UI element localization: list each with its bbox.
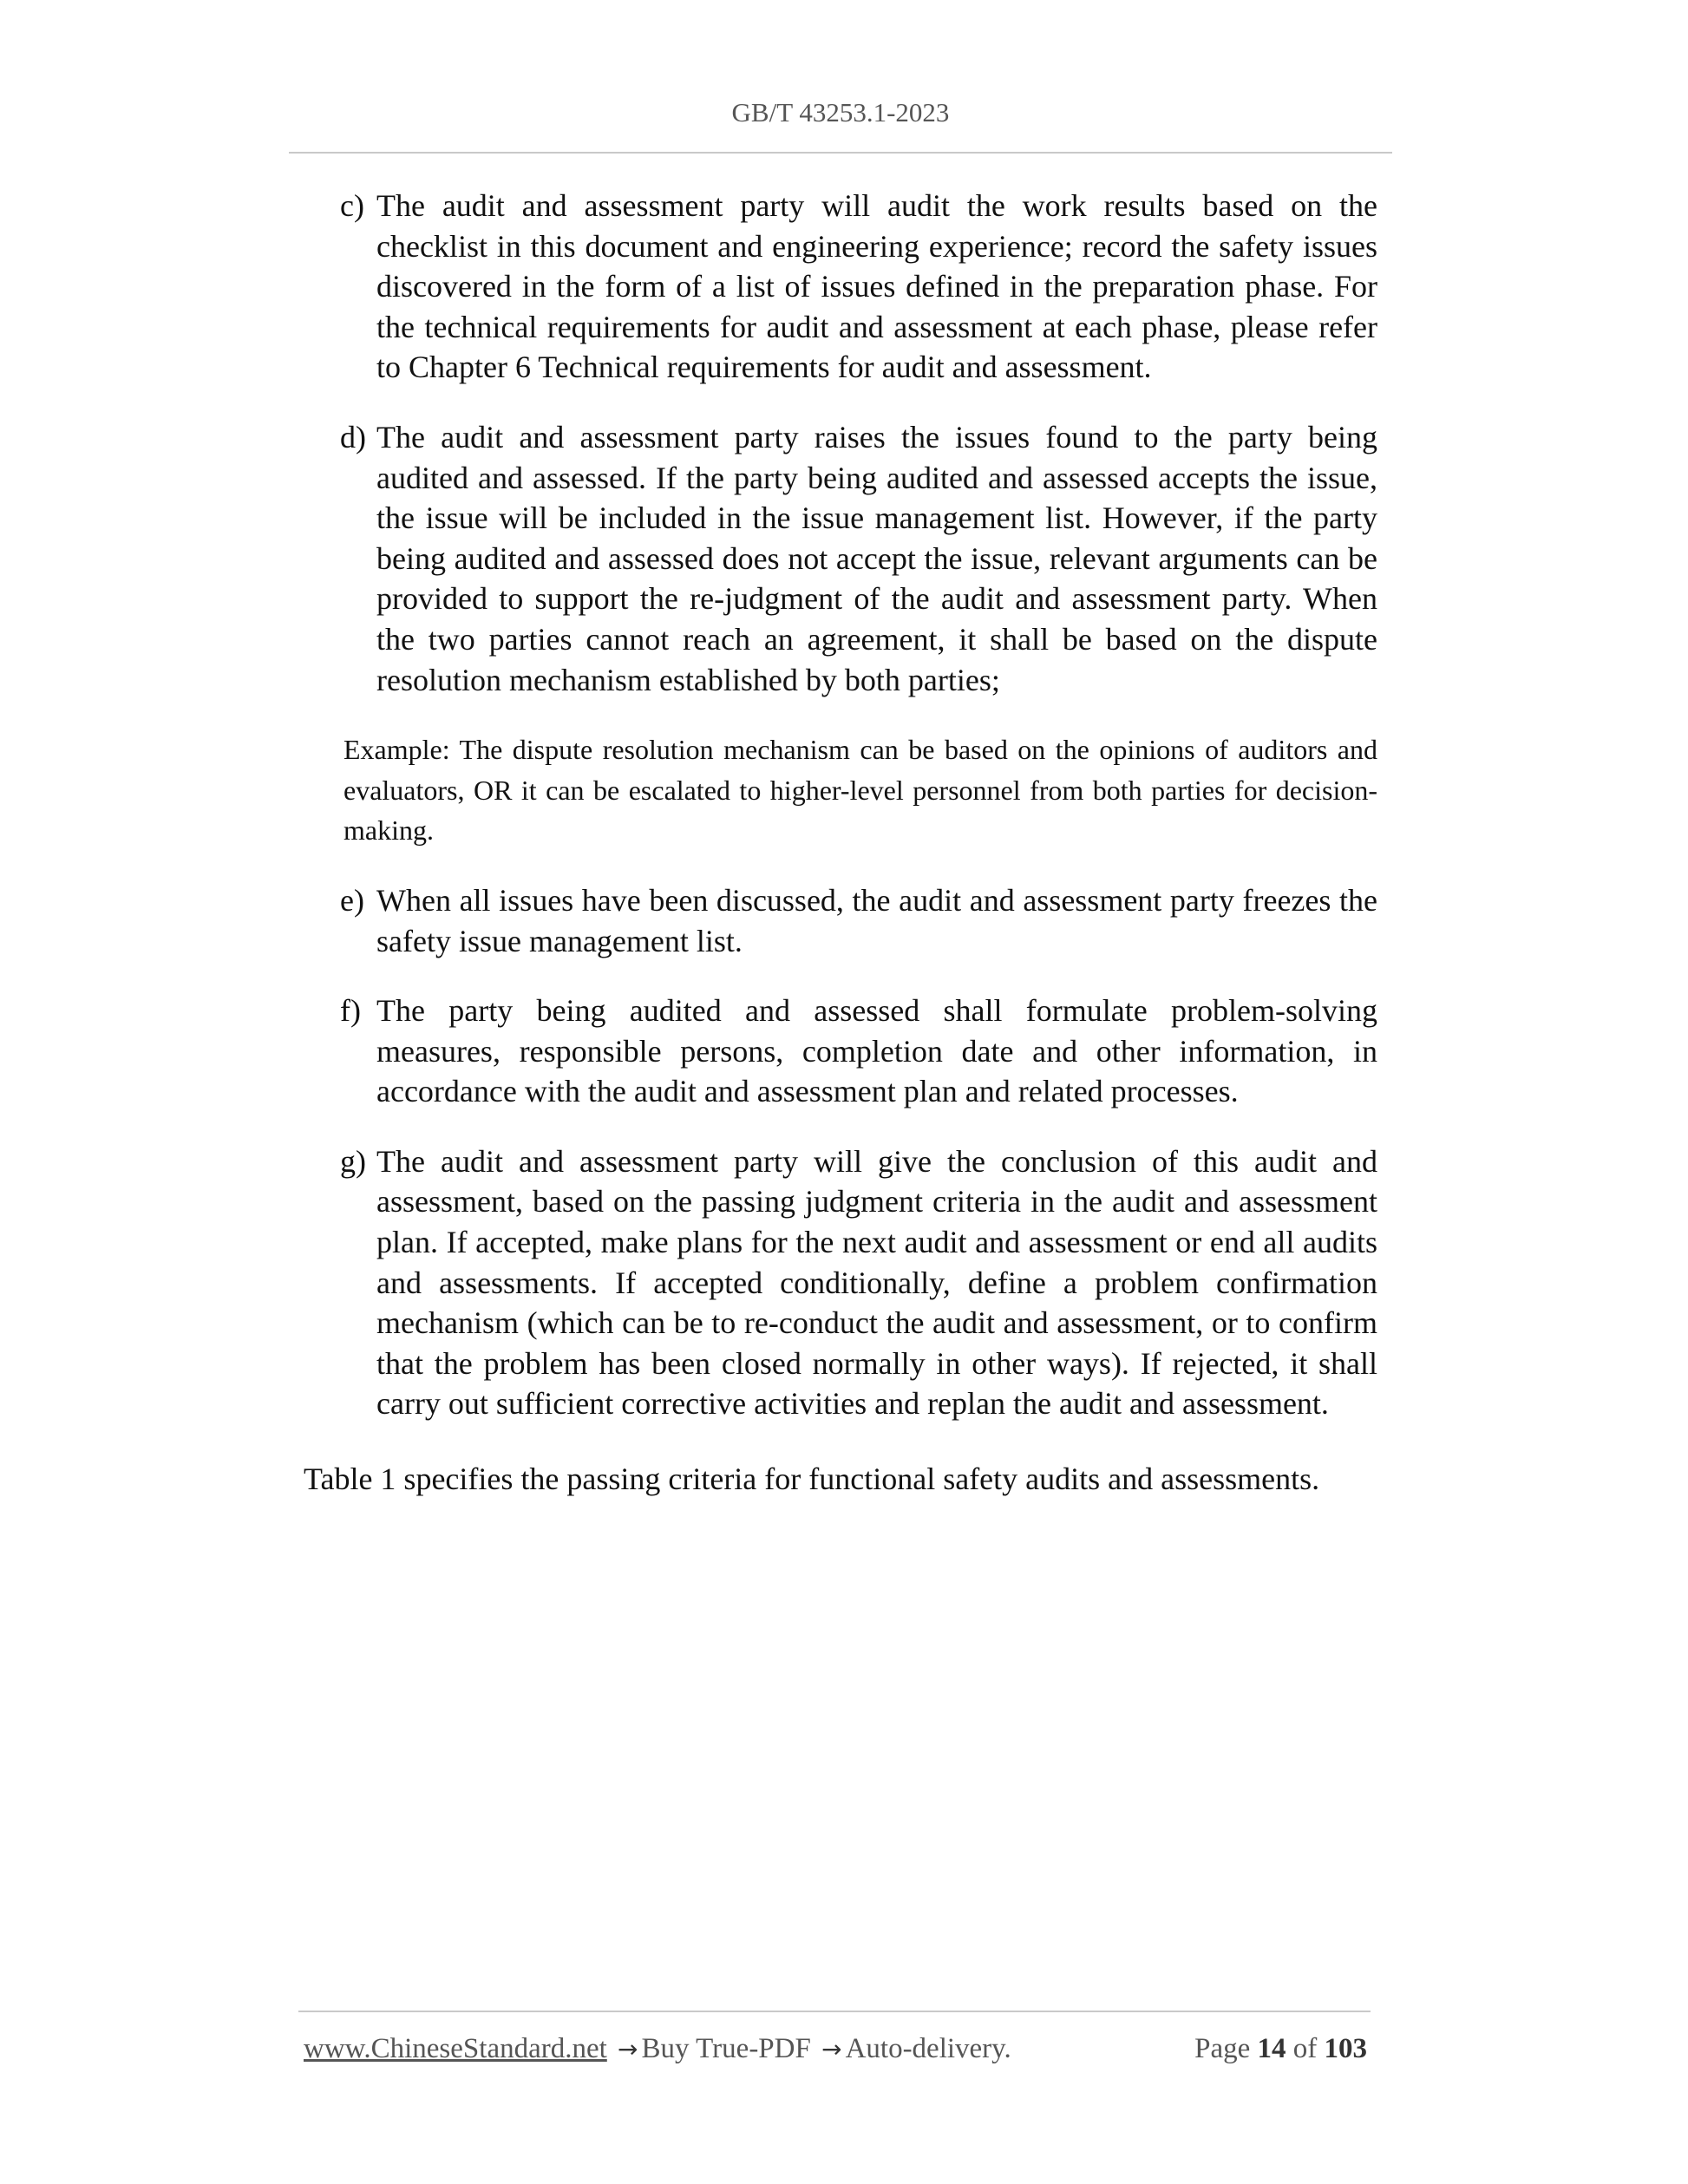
document-body [340, 186, 1377, 1454]
list-marker: f) [340, 993, 361, 1029]
document-header [289, 95, 1392, 130]
closing-paragraph: Table 1 specifies the passing criteria for functional safety audits and assessments. [304, 1461, 1320, 1496]
of-label: of [1292, 2033, 1318, 2064]
list-item-g [340, 1141, 1377, 1424]
list-marker: e) [340, 882, 364, 918]
footer-divider [298, 2011, 1371, 2012]
list-marker: c) [340, 188, 364, 223]
list-marker: d) [340, 419, 366, 454]
arrow-right-icon: → [618, 2035, 638, 2063]
site-link[interactable]: www.ChineseStandard.net [304, 2033, 607, 2064]
example-note: Example: The dispute resolution mechanism can be based on the opinions of auditors and evaluators, OR it can be escalated to higher-level personnel from both parties for decision-making. [343, 734, 1377, 847]
list-item-text: The party being audited and assessed shall formulate problem-solving measures, responsible persons, completion date and other information, in accordance with the audit and assessment plan and related processes. [376, 993, 1377, 1109]
list-item-text: The audit and assessment party will audit the work results based on the checklist in this document and engineering experience; record the safety issues discovered in the form of a list of issues defined in the preparation phase. For the technical requirements for audit and assessment at each phase, please refer to Chapter 6 Technical requirements for audit and assessment. [376, 188, 1377, 385]
auto-delivery-text: Auto-delivery. [845, 2033, 1011, 2064]
page-footer [304, 2030, 1367, 2068]
page-number [1194, 2030, 1367, 2068]
list-marker: g) [340, 1143, 366, 1179]
list-item-f [340, 991, 1377, 1112]
document-id: GB/T 43253.1-2023 [731, 97, 950, 128]
list-item-e [340, 880, 1377, 961]
header-divider [289, 152, 1392, 154]
list-item-c [340, 186, 1377, 388]
list-item-text: The audit and assessment party will give the conclusion of this audit and assessment, based on the passing judgment criteria in the audit and assessment plan. If accepted, make plans for the next audit and assessment or end all audits and assessments. If accepted conditionally, define a problem confirmation mechanism (which can be to re-conduct the audit and assessment, or to confirm that the problem has been closed normally in other ways). If rejected, it shall carry out sufficient corrective activities and replan the audit and assessment. [376, 1143, 1377, 1422]
current-page: 14 [1257, 2033, 1286, 2064]
list-item-text: When all issues have been discussed, the audit and assessment party freezes the safety issue management list. [376, 882, 1377, 958]
footer-links [304, 2030, 1011, 2069]
total-pages: 103 [1324, 2033, 1367, 2064]
list-item-d [340, 417, 1377, 700]
list-item-text: The audit and assessment party raises the issues found to the party being audited and assessed. If the party being audited and assessed accepts the issue, the issue will be included in the issue management list. However, if the party being audited and assessed does not accept the issue, relevant arguments can be provided to support the re-judgment of the audit and assessment party. When the two parties cannot reach an agreement, it shall be based on the dispute resolution mechanism established by both parties; [376, 419, 1377, 697]
buy-pdf-text: Buy True-PDF [641, 2033, 811, 2064]
page-label: Page [1194, 2033, 1251, 2064]
arrow-right-icon: → [821, 2035, 842, 2063]
